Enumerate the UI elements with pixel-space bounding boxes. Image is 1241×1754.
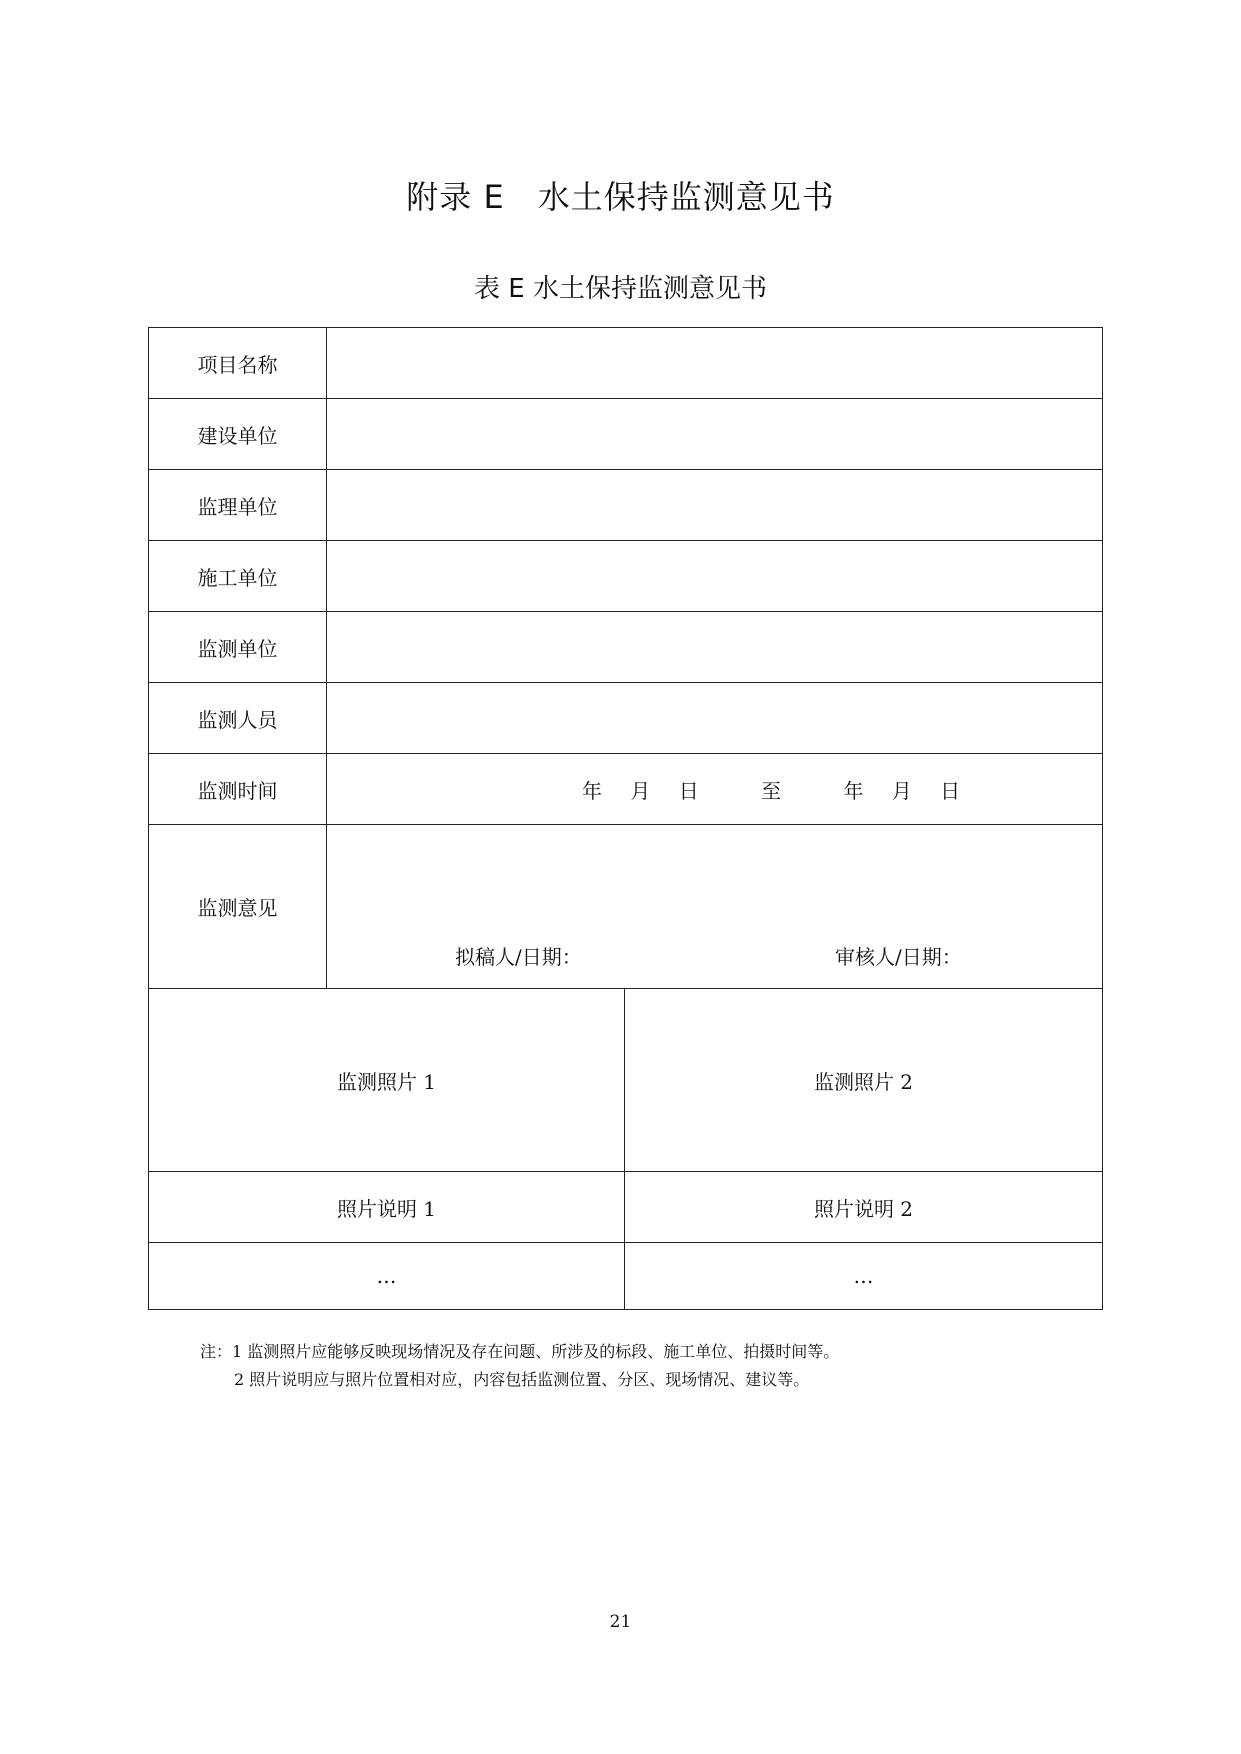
supervision-unit-field[interactable] [327, 470, 1103, 541]
monitoring-photo-1[interactable]: 监测照片 1 [149, 989, 625, 1172]
contractor-unit-label: 施工单位 [149, 541, 327, 612]
page-title: 附录 E 水土保持监测意见书 [406, 178, 835, 216]
form-row-monitoring-opinion [149, 825, 1103, 989]
note-line-2: 2 照片说明应与照片位置相对应，内容包括监测位置、分区、现场情况、建议等。 [234, 1370, 810, 1389]
photo-caption-2[interactable]: 照片说明 2 [625, 1172, 1103, 1243]
project-name-field[interactable] [327, 328, 1103, 399]
date-range-separator: 至 [761, 778, 782, 803]
monitoring-opinion-form [148, 327, 1103, 1310]
end-day-unit: 日 [940, 778, 961, 803]
photo-caption-1[interactable]: 照片说明 1 [149, 1172, 625, 1243]
monitoring-staff-field[interactable] [327, 683, 1103, 754]
end-month-unit: 月 [891, 778, 912, 803]
form-row-supervision-unit [149, 470, 1103, 541]
project-name-label: 项目名称 [149, 328, 327, 399]
reviewer-date-label: 审核人/日期： [835, 945, 962, 969]
monitoring-staff-label: 监测人员 [149, 683, 327, 754]
monitoring-opinion-label: 监测意见 [149, 825, 327, 989]
form-row-monitoring-staff [149, 683, 1103, 754]
more-photos-left: … [149, 1243, 625, 1310]
form-row-construction-unit [149, 399, 1103, 470]
monitoring-opinion-field[interactable] [327, 825, 1103, 989]
start-year-unit: 年 [582, 778, 602, 803]
start-month-unit: 月 [630, 778, 651, 803]
monitoring-time-field[interactable] [327, 754, 1103, 825]
more-photos-row [149, 1243, 1103, 1310]
form-row-project-name [149, 328, 1103, 399]
form-row-monitoring-time [149, 754, 1103, 825]
table-title: 表 E 水土保持监测意见书 [474, 274, 767, 304]
construction-unit-label: 建设单位 [149, 399, 327, 470]
form-row-monitoring-unit [149, 612, 1103, 683]
monitoring-photo-2[interactable]: 监测照片 2 [625, 989, 1103, 1172]
monitoring-time-label: 监测时间 [149, 754, 327, 825]
construction-unit-field[interactable] [327, 399, 1103, 470]
start-day-unit: 日 [678, 778, 699, 803]
contractor-unit-field[interactable] [327, 541, 1103, 612]
notes [200, 1338, 839, 1394]
end-year-unit: 年 [843, 778, 864, 803]
drafter-date-label: 拟稿人/日期： [455, 945, 582, 969]
photo-row [149, 989, 1103, 1172]
more-photos-right: … [625, 1243, 1103, 1310]
photo-caption-row [149, 1172, 1103, 1243]
supervision-unit-label: 监理单位 [149, 470, 327, 541]
monitoring-unit-label: 监测单位 [149, 612, 327, 683]
monitoring-unit-field[interactable] [327, 612, 1103, 683]
note-line-1: 注：1 监测照片应能够反映现场情况及存在问题、所涉及的标段、施工单位、拍摄时间等。 [200, 1342, 840, 1361]
form-row-contractor-unit [149, 541, 1103, 612]
page-number: 21 [609, 1612, 632, 1632]
